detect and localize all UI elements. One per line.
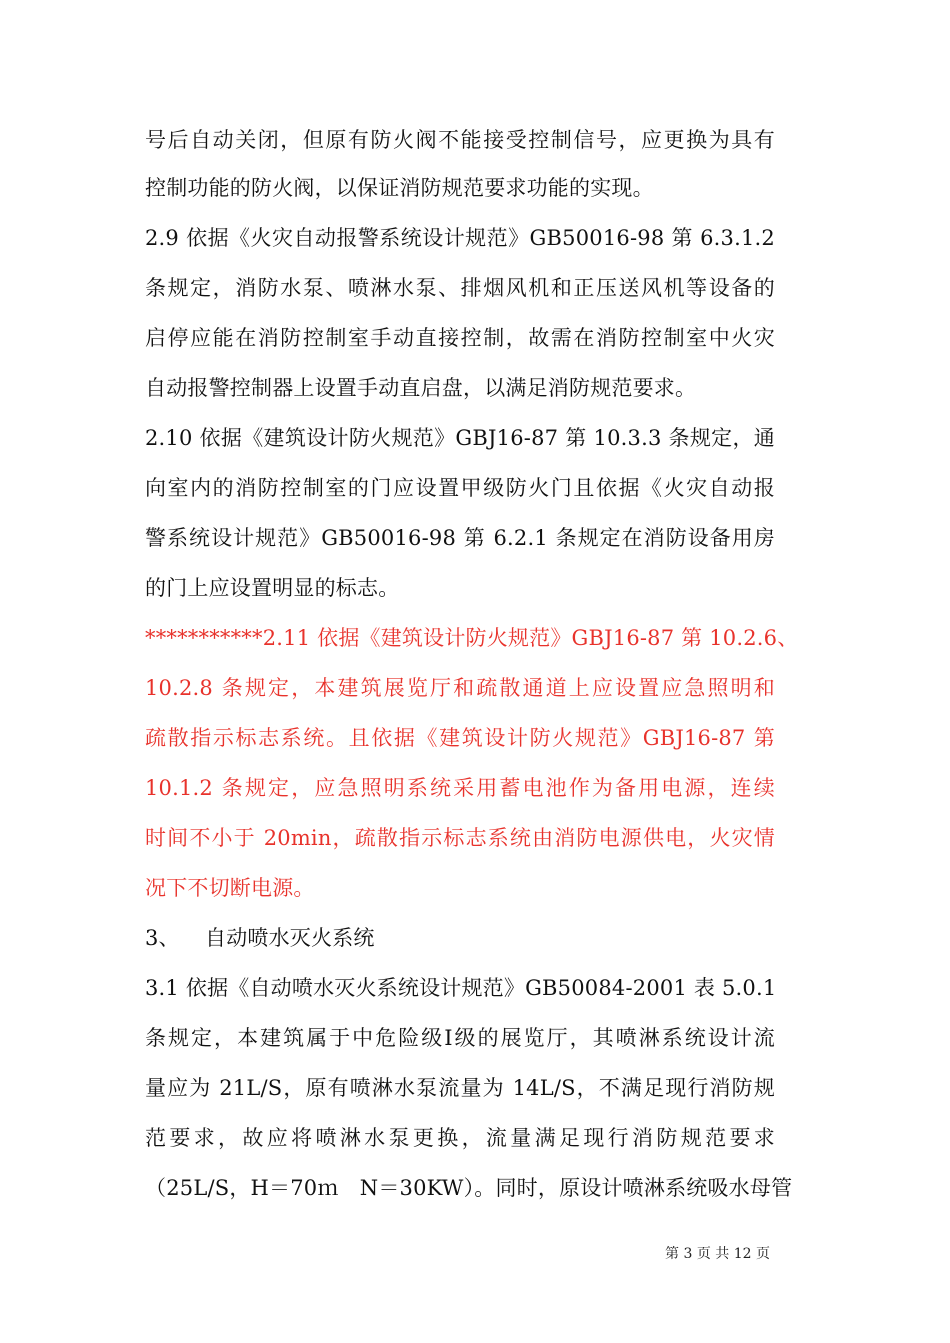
body-line: 2.9 依据《火灾自动报警系统设计规范》GB50016-98 第 6.3.1.2: [145, 226, 775, 250]
body-line: 号后自动关闭，但原有防火阀不能接受控制信号，应更换为具有: [145, 128, 775, 152]
body-line: 条规定，消防水泵、喷淋水泵、排烟风机和正压送风机等设备的: [145, 276, 775, 300]
body-line: 控制功能的防火阀，以保证消防规范要求功能的实现。: [145, 176, 654, 200]
body-line: 向室内的消防控制室的门应设置甲级防火门且依据《火灾自动报: [145, 476, 775, 500]
highlighted-line: 疏散指示标志系统。且依据《建筑设计防火规范》GBJ16-87 第: [145, 726, 775, 750]
body-line: 启停应能在消防控制室手动直接控制，故需在消防控制室中火灾: [145, 326, 775, 350]
body-line: 警系统设计规范》GB50016-98 第 6.2.1 条规定在消防设备用房: [145, 526, 775, 550]
body-line: 范要求，故应将喷淋水泵更换，流量满足现行消防规范要求: [145, 1126, 775, 1150]
body-line: 量应为 21L/S，原有喷淋水泵流量为 14L/S，不满足现行消防规: [145, 1076, 775, 1100]
highlighted-line: 况下不切断电源。: [145, 876, 315, 900]
highlighted-line: 10.1.2 条规定，应急照明系统采用蓄电池作为备用电源，连续: [145, 776, 775, 800]
body-line: 的门上应设置明显的标志。: [145, 576, 400, 600]
body-line: 自动报警控制器上设置手动直启盘，以满足消防规范要求。: [145, 376, 697, 400]
section-heading-title: 自动喷水灭火系统: [205, 926, 375, 950]
highlighted-line: 时间不小于 20min，疏散指示标志系统由消防电源供电，火灾情: [145, 826, 775, 850]
page-number-footer: 第 3 页 共 12 页: [665, 1246, 770, 1262]
body-line: 条规定，本建筑属于中危险级Ⅰ级的展览厅，其喷淋系统设计流: [145, 1026, 775, 1050]
highlighted-line: ***********2.11 依据《建筑设计防火规范》GBJ16-87 第 10.2.6、: [145, 626, 799, 650]
body-line: （25L/S，H＝70ｍ N＝30KW）。同时，原设计喷淋系统吸水母管: [145, 1176, 793, 1200]
highlighted-line: 10.2.8 条规定，本建筑展览厅和疏散通道上应设置应急照明和: [145, 676, 775, 700]
body-line: 2.10 依据《建筑设计防火规范》GBJ16-87 第 10.3.3 条规定，通: [145, 426, 775, 450]
section-heading: [145, 920, 775, 956]
section-heading-number: 3、: [145, 926, 180, 950]
body-line: 3.1 依据《自动喷水灭火系统设计规范》GB50084-2001 表 5.0.1: [145, 976, 777, 1000]
